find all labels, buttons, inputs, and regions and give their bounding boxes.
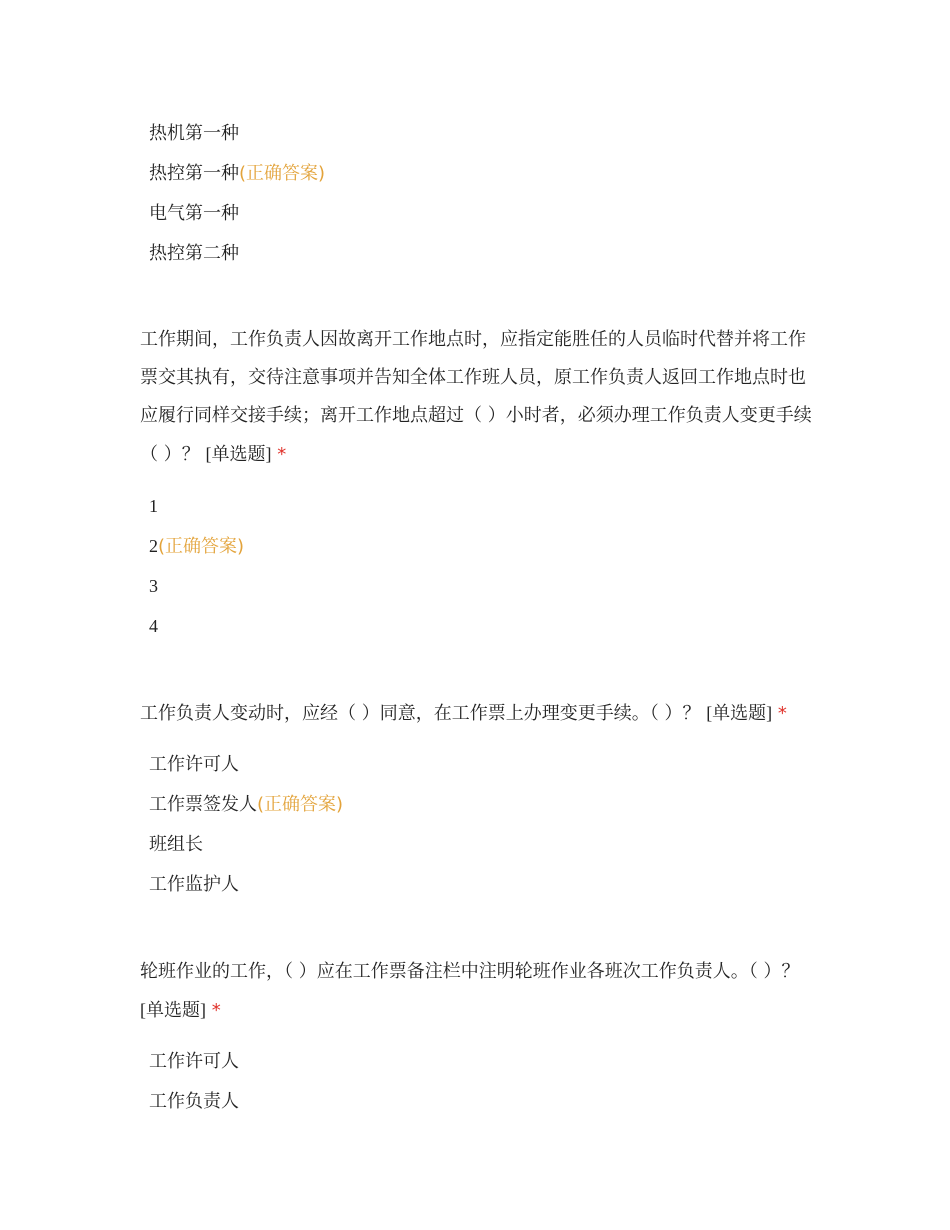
option-item[interactable]	[140, 745, 820, 785]
option-item[interactable]	[140, 606, 820, 646]
option-item[interactable]	[140, 234, 820, 274]
option-item[interactable]	[140, 1082, 820, 1122]
option-item[interactable]	[140, 865, 820, 905]
option-label: 4	[149, 616, 158, 636]
required-mark: *	[277, 444, 287, 465]
option-item[interactable]	[140, 114, 820, 154]
option-label: 电气第一种	[149, 203, 239, 224]
option-item[interactable]	[140, 566, 820, 606]
option-label: 1	[149, 496, 158, 516]
option-label: 工作负责人	[149, 1091, 239, 1112]
question-1-options	[140, 114, 820, 274]
correct-answer-tag: (正确答案)	[158, 536, 245, 557]
question-type-label: [单选题]	[706, 703, 773, 723]
required-mark: *	[211, 1000, 221, 1021]
option-item[interactable]	[140, 154, 820, 194]
option-item[interactable]	[140, 785, 820, 825]
option-label: 班组长	[149, 834, 203, 855]
option-item[interactable]	[140, 526, 820, 566]
option-item[interactable]	[140, 486, 820, 526]
required-mark: *	[777, 703, 787, 724]
survey-page	[140, 114, 820, 1122]
question-2-text	[140, 321, 820, 474]
question-type-label: [单选题]	[140, 1000, 206, 1020]
option-label: 工作票签发人	[149, 794, 257, 815]
question-2-options	[140, 486, 820, 646]
option-label: 工作许可人	[149, 1051, 239, 1072]
option-label: 2	[149, 536, 158, 556]
correct-answer-tag: (正确答案)	[239, 163, 326, 184]
option-item[interactable]	[140, 1042, 820, 1082]
option-label: 工作许可人	[149, 754, 239, 775]
question-text: 工作期间，工作负责人因故离开工作地点时，应指定能胜任的人员临时代替并将工作票交其执有，交待注意事项并告知全体工作班人员，原工作负责人返回工作地点时也应履行同样交接手续；离开工作地点超过（ ）小时者，必须办理工作负责人变更手续（ ）？	[140, 329, 812, 465]
option-label: 工作监护人	[149, 874, 239, 895]
question-3-text	[140, 694, 820, 733]
question-3-options	[140, 745, 820, 905]
question-text: 轮班作业的工作，（ ）应在工作票备注栏中注明轮班作业各班次工作负责人。（ ）？	[140, 961, 800, 982]
option-label: 热控第一种	[149, 163, 239, 184]
question-4-options	[140, 1042, 820, 1122]
question-type-label: [单选题]	[205, 444, 272, 464]
question-4-text	[140, 953, 820, 1030]
option-label: 热控第二种	[149, 243, 239, 264]
option-label: 3	[149, 576, 158, 596]
option-item[interactable]	[140, 825, 820, 865]
option-label: 热机第一种	[149, 123, 239, 144]
question-text: 工作负责人变动时，应经（ ）同意，在工作票上办理变更手续。（ ）？	[140, 703, 701, 724]
option-item[interactable]	[140, 194, 820, 234]
correct-answer-tag: (正确答案)	[257, 794, 344, 815]
